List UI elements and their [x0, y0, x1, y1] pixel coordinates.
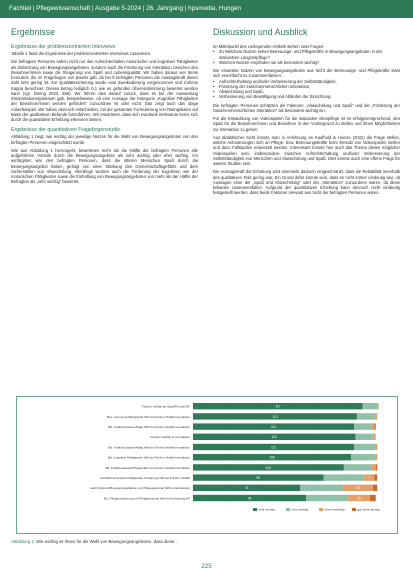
bar-segment — [370, 495, 376, 501]
paragraph: Die Aussagekraft der Erhebung wird einerseits dadurch eingeschränkt, dass die Reliabilität innerhalb des qualitativen Teils gering war. Ein Grund dafür könnte sein, dass es nicht immer eindeutig war, ob Aussagen einer der „Spaß und Abwechslung“ oder der „Interaktion“ zuzuordnen waren, da diese teilweise zusammenfallen. Aufgrund der quantitativen Erhebung kann dennoch recht eindeutig festgestellt werden, dass beide Faktoren relevant aus Sicht der befragten Personen waren. — [213, 169, 400, 196]
left-column — [11, 27, 198, 188]
paragraph: Für die Entwicklung von Videospielen für die stationäre Altenpflege ist es erfolgsversprechend, den Spaß für die Bewohner/innen und Bewohner in den Vordergrund zu stellen und ihnen Möglichkeiten zur Interaktion zu geben. — [213, 116, 400, 132]
bar-segment — [376, 464, 377, 470]
data-label: 111 — [270, 445, 277, 450]
data-label: 109 — [269, 455, 275, 460]
figure-1-chart — [16, 396, 398, 534]
list-item: • Verbesserung von Bewältigung und Abläufen der Einrichtung. — [213, 94, 400, 99]
legend-swatch — [286, 508, 290, 511]
paragraph: Wie aus Abbildung 1 hervorgeht, bewerteten mehr als die Hälfte der befragten Personen alle aufgeführten Vorteile durch die Bewegungsangebote als sehr wichtig oder eher wichtig. Am wichtigsten war den befragten Personen, dass die älteren Menschen Spaß durch die Bewegungsangebot haben, gefolgt von einer Stärkung des Gemeinschaftsgefühls und dem Sicherstellen von Abwechslung. Allerdings wurden auch die Förderung der kognitiven wie der motorischen Fähigkeiten sowie die Einhaltung von Bewegungsangeboten von mehr als der Hälfte der Befragten als „sehr wichtig“ bewertet. — [11, 147, 198, 185]
category-label: Bd. Pflegeentlastung mit Pflegepersonal hilft bei Entlastung EF — [104, 496, 190, 501]
paragraph: Die befragten Personen sahen nicht nur das Aufrechterhalten motorischer und kognitiver Fähigkeiten als Zielsetzung von Bewegungsangeboten, sondern auch die Förderung von Interaktion zwischen den Bewohner/innen sowie die Steigerung von Spaß und Lebensqualität. Wir haben daraus vier Items formuliert, die im Fragebogen von jeweils gab, da bei 8 befragten Personen die Aussagekraft dieser Zahl sehr gering ist. Zur Qualitätssicherung wurde eine Zweikodierung vorgenommen und Cohens Kappa berechnet. Dieses betrug lediglich 0,1 wie es gefunden Übereinstimmung bewertet werden kann (vgl. Döring 2023, 559). Wir führen dies darauf zurück, dass es bei der Auswertung Interpretationsspielraum gab, beispielsweise, ob eine Aussage der Kategorie „Kognitive Fähigkeiten der Bewohner/innen werden gefördert“ zuzuordnen ist oder nicht. Das zeigt auch das obige Ankerbeispiel. Wir haben dennoch entschieden, mit der gesamten Formulierung von Ratingskalen auf Basis der qualitativen Befunde fortzufahren. Wir erwarteten, dass sich eventuell irrelevante Items sich durch die quantitative Erhebung erkennen lassen. — [11, 59, 198, 122]
bar-segment — [357, 413, 376, 419]
category-label: Bsp. Gemeinschaftsgefühl hilft bei Fördert Vielfalt Interaktion — [106, 414, 190, 419]
bar-segment — [376, 413, 377, 419]
data-label: 112 — [271, 435, 277, 440]
figure-caption — [11, 539, 401, 544]
bar-segment — [373, 485, 377, 491]
bar-segment — [300, 485, 344, 491]
journal-header — [0, 0, 413, 18]
legend-label: eher unwichtig — [324, 507, 345, 512]
legend-swatch — [253, 508, 257, 511]
bar-segment — [344, 464, 372, 470]
category-label: Bd. Kraft/Ausdauer/Alltag hilft bei Fördert Vielfalt Interaktion — [108, 425, 190, 429]
legend-label: sehr wichtig — [258, 507, 275, 512]
data-label: 111 — [270, 425, 277, 429]
list-item: • Förderung der zwischenmenschlichen Interaktion, — [213, 84, 400, 89]
paragraph: Im Mittelpunkt des vorliegenden Artikels stehen zwei Fragen: — [213, 44, 325, 49]
legend-label: eher wichtig — [291, 507, 309, 512]
list-item: • Zu Welchem Nutzen sehen Betreuungs- und Pflegekräfte in Bewegungsangeboten in der stationären Langzeitpflege? — [213, 49, 400, 60]
legend-swatch — [319, 508, 323, 511]
bar-segment — [354, 444, 376, 450]
bar-segment — [371, 464, 375, 470]
category-label: Fördert Vielfalt an Spaß/Freude EF — [141, 404, 190, 409]
data-label: 15 — [357, 496, 361, 501]
data-label: 117 — [275, 404, 281, 409]
subheading-questionnaire: Ergebnisse der quantitativen Fragebogenstudie — [11, 127, 121, 134]
data-label: 7 — [368, 476, 371, 480]
bar-segment — [371, 423, 374, 429]
paragraph: Tabelle 1 fasst die Ergebnisse der problemzentrierten Interviews zusammen. — [11, 51, 152, 56]
data-label: 113 — [272, 414, 278, 419]
bar-segment — [376, 454, 377, 460]
bar-segment — [363, 403, 378, 409]
paragraph: Aus didaktischer Sicht könnte man in Anlehnung an Kaufhold & Hoinze (2022) die Frage stellen, welche Anforderungen sich an Pflege- bzw. Betreuungskräfte beim Einsatz von Videospielen stellen und dazu Fallstudien entwickelt werden. Interessant könnte hier auch das Thema dieses möglicher Videospielen sein, insbesondere zwischen Aufrechterhaltung und/oder Verbesserung der Selbstständigkeit von Menschen und Abwechslung und Spaß. Dies könnte auch eine offene Frage für weitere Studien sein. — [213, 134, 400, 166]
bar-segment — [306, 495, 348, 501]
legend-swatch — [352, 508, 356, 511]
bar-segment — [355, 434, 372, 440]
category-label: Bd. Kognitive Fähigkeiten hilft bei Fördert Vielfalt Interaktion — [108, 455, 190, 460]
data-label: 20 — [356, 486, 361, 491]
category-label: Ausfüllt körperliche Fähigkeiten Förderung hilft bei Fördert Vielfalt — [100, 476, 190, 480]
bar-segment — [354, 423, 371, 429]
data-label: 78 — [247, 496, 252, 501]
bar-segment — [374, 474, 377, 480]
category-label: Fördert Vielfalt an Interaktion — [150, 435, 190, 440]
bar-segment — [351, 454, 376, 460]
bar-segment — [374, 423, 375, 429]
paragraph: Abbildung 1 zeigt, wie wichtig der jeweilige Nutzen für die Wahl von Bewegungsangeboten von den befragten Personen eingeschätzt wurde. — [11, 134, 198, 145]
bar-segment — [373, 434, 376, 440]
bar-segment — [377, 403, 378, 409]
paragraph: Die befragten Personen schätzten die Faktoren „Abwechslung und Spaß“ und die „Förderung der zwischenmenschlichen Interaktion“ als besonders wichtig ein. — [213, 102, 400, 113]
section-title-discussion: Diskussion und Ausblick — [213, 27, 308, 37]
header-text: Fachteil | Pflegewissenschaft | Ausgabe 5-2024 | 26. Jahrgang | hpsmedia, Hungen — [9, 5, 241, 12]
bar-segment — [324, 474, 365, 480]
subheading-interviews: Ergebnisse der problemzentrierten Interviews — [11, 44, 116, 50]
benefit-list — [213, 79, 400, 100]
data-label: 90 — [256, 476, 261, 480]
section-title-results: Ergebnisse — [11, 27, 56, 37]
list-item: • Welchen Nutzen empfinden sie als besonders wichtig? — [213, 60, 400, 65]
data-label: 104 — [265, 465, 272, 470]
data-label: 74 — [244, 486, 249, 491]
caption-label: Abbildung 1: — [11, 539, 35, 544]
stacked-bar-chart — [17, 397, 397, 533]
caption-text: Wie wichtig ist Ihnen für die Wahl von Bewegungsangeboten, dass diese... — [36, 539, 178, 544]
list-item: • Aufrechterhaltung und/oder Verbesserung der Selbstständigkeit, — [213, 79, 400, 84]
question-list — [213, 49, 400, 65]
category-label: Bd. Kraft/Ausdauer/Alltag hilft bei Fördert Vielfalt Interaktion — [108, 445, 190, 450]
legend-label: gar nicht wichtig — [357, 507, 380, 512]
category-label: Bd. Fraft/Ausdauer/Pflegekräfte bei Fördert Vielfalt Interaktion — [105, 465, 190, 470]
right-column — [213, 27, 400, 199]
page-number: 225 — [201, 563, 212, 570]
bar-segment — [376, 444, 377, 450]
category-label: Geht fördernd Bewegungsabläufe von Pflegepersonal hilft bei Entlastung — [90, 486, 190, 491]
list-item: • Abwechslung und Spaß, — [213, 89, 400, 94]
paragraph: Der erwartete Nutzen von Bewegungsangeboten aus Sicht der Betreuungs- und Pflegekräfte lässt sich vereinfacht so zusammenfassen: — [213, 68, 400, 79]
